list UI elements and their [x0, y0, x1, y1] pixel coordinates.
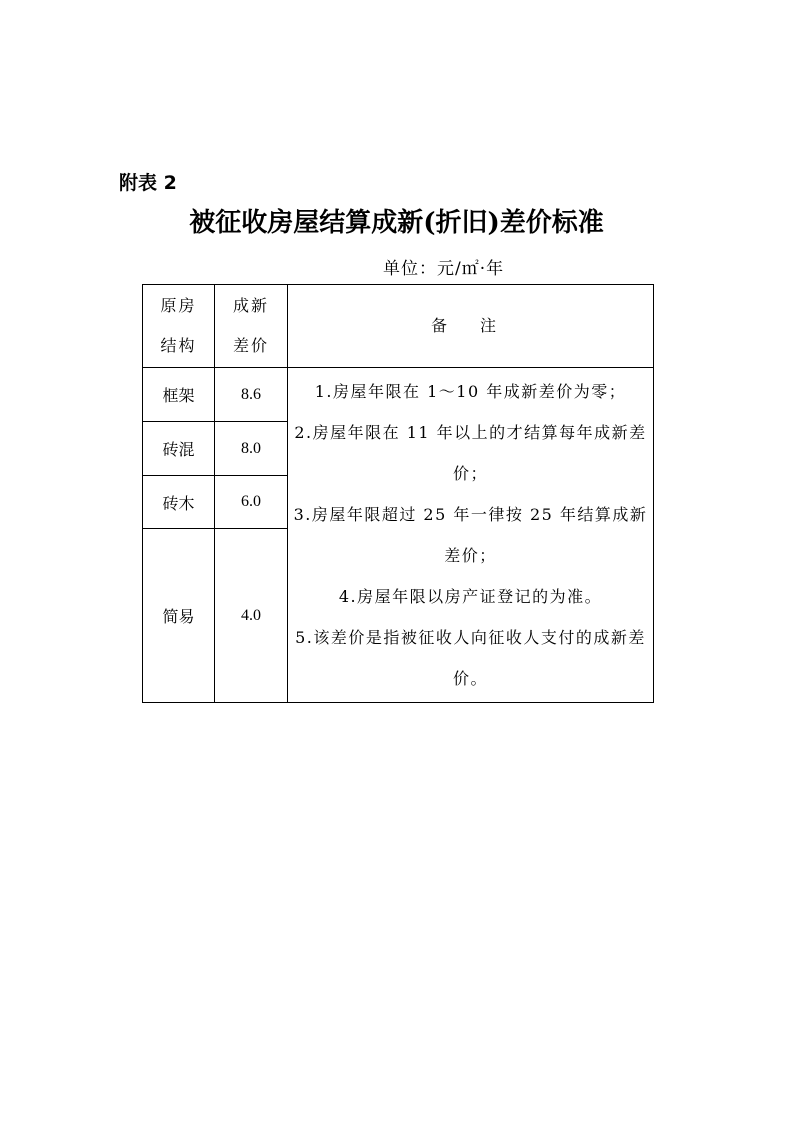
note-item: 5.该差价是指被征收人向征收人支付的成新差价。 — [295, 628, 646, 688]
price-cell: 8.6 — [215, 368, 288, 422]
note-item: 2.房屋年限在 11 年以上的才结算每年成新差价； — [294, 423, 647, 483]
header-original-structure — [143, 285, 215, 368]
depreciation-standard-table — [142, 284, 654, 703]
header-structure-line-1: 原房 — [160, 296, 197, 315]
document-title: 被征收房屋结算成新(折旧)差价标准 — [189, 208, 604, 238]
note-item: 3.房屋年限超过 25 年一律按 25 年结算成新差价； — [293, 505, 648, 565]
table-row — [143, 368, 654, 422]
notes-cell — [288, 368, 654, 703]
price-cell: 4.0 — [215, 529, 288, 703]
structure-cell: 框架 — [143, 368, 215, 422]
table-header-row — [143, 285, 654, 368]
unit-label: 单位：元/㎡·年 — [383, 259, 505, 279]
appendix-label: 附表 2 — [119, 172, 177, 194]
structure-cell: 简易 — [143, 529, 215, 703]
header-notes: 备 注 — [288, 285, 654, 368]
note-item: 1.房屋年限在 1～10 年成新差价为零； — [314, 382, 627, 401]
header-structure-line-2: 结构 — [160, 336, 197, 355]
note-item: 4.房屋年限以房产证登记的为准。 — [338, 587, 603, 606]
price-cell: 8.0 — [215, 422, 288, 476]
structure-cell: 砖木 — [143, 476, 215, 529]
header-price-line-1: 成新 — [232, 296, 269, 315]
price-cell: 6.0 — [215, 476, 288, 529]
header-price-line-2: 差价 — [232, 336, 269, 355]
header-price-difference — [215, 285, 288, 368]
structure-cell: 砖混 — [143, 422, 215, 476]
